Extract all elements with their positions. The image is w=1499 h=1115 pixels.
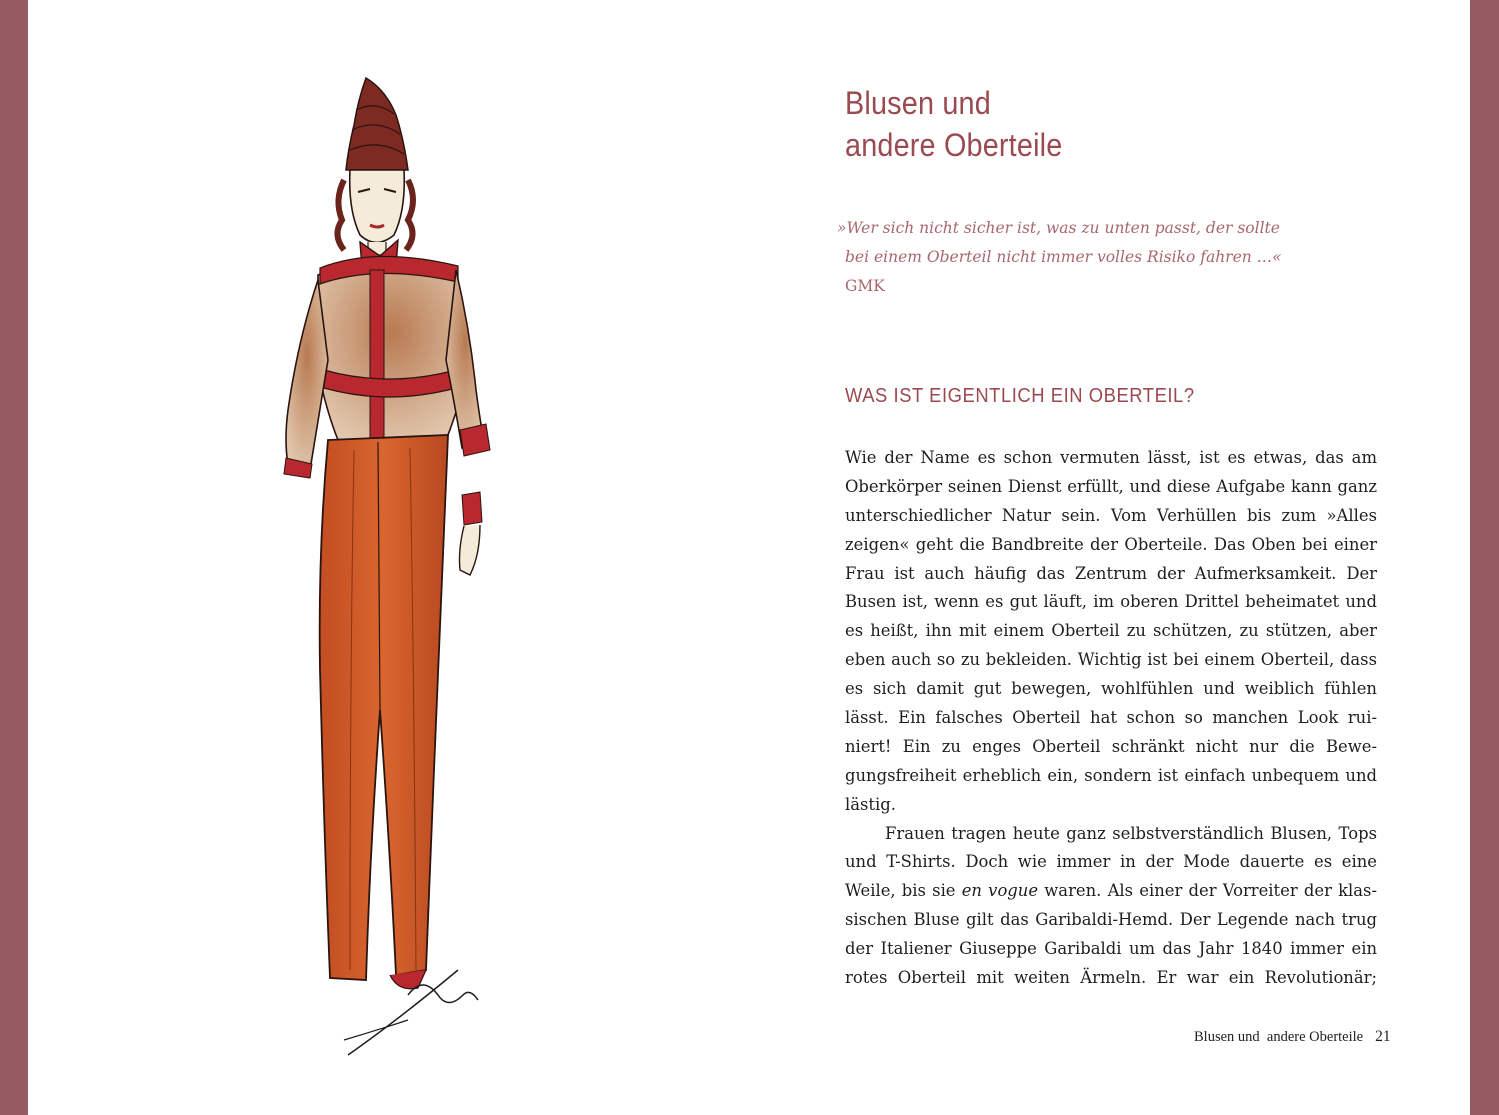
section-heading: WAS IST EIGENTLICH EIN OBERTEIL? xyxy=(845,385,1195,407)
body-line: lässt. Ein falsches Oberteil hat schon so manchen Look rui- xyxy=(845,708,1377,728)
body-line: zeigen« geht die Bandbreite der Oberteile. Das Oben bei einer xyxy=(845,534,1377,554)
body-line: sischen Bluse gilt das Garibaldi-Hemd. Der Legende nach trug xyxy=(845,910,1377,930)
body-line: rotes Oberteil mit weiten Ärmeln. Er war ein Revolutionär; xyxy=(845,968,1377,988)
epigraph-author: GMK xyxy=(845,277,885,295)
body-line: es heißt, ihn mit einem Oberteil zu schützen, zu stützen, aber xyxy=(845,621,1377,641)
body-line: eben auch so zu bekleiden. Wichtig ist bei einem Oberteil, dass xyxy=(845,650,1377,670)
epigraph-line-2: bei einem Oberteil nicht immer volles Risiko fahren …« xyxy=(845,248,1282,266)
page-footer xyxy=(1194,1028,1391,1046)
body-text xyxy=(845,444,1377,993)
chapter-title-line-1: Blusen und xyxy=(845,85,991,121)
body-line: der Italiener Giuseppe Garibaldi um das Jahr 1840 immer ein xyxy=(845,939,1377,959)
body-line: lästig. xyxy=(845,794,896,814)
chapter-title-line-2: andere Oberteile xyxy=(845,127,1063,163)
body-line: Wie der Name es schon vermuten lässt, ist es etwas, das am xyxy=(845,448,1377,467)
body-text-segment: Weile, bis sie xyxy=(845,881,962,901)
body-line: gungsfreiheit erheblich ein, sondern ist einfach unbequem und xyxy=(845,765,1377,785)
body-line: und T-Shirts. Doch wie immer in der Mode dauerte es eine xyxy=(845,852,1377,872)
hair-bun xyxy=(346,78,408,170)
italic-phrase: en vogue xyxy=(961,881,1039,901)
body-line: unterschiedlicher Natur sein. Vom Verhüllen bis zum »Alles xyxy=(845,505,1377,525)
body-line: Busen ist, wenn es gut läuft, im oberen Drittel beheimatet und xyxy=(845,592,1377,612)
chapter-title xyxy=(845,82,1313,166)
body-text-segment: waren. Als einer der Vorreiter der klas- xyxy=(1038,881,1378,901)
book-page-spread xyxy=(28,0,1470,1115)
body-line: Frau ist auch häufig das Zentrum der Aufmerksamkeit. Der xyxy=(845,563,1377,583)
body-line-with-italic xyxy=(845,877,1377,906)
fashion-sketch-illustration xyxy=(258,70,518,1070)
body-line: niert! Ein zu enges Oberteil schränkt nicht nur die Bewe- xyxy=(845,736,1377,756)
body-line: Frauen tragen heute ganz selbstverständlich Blusen, Tops xyxy=(885,823,1377,843)
epigraph-quote xyxy=(837,214,1377,301)
body-line: es sich damit gut bewegen, wohlfühlen und weiblich fühlen xyxy=(845,679,1377,699)
page-number: 21 xyxy=(1375,1028,1391,1045)
epigraph-line-1: »Wer sich nicht sicher ist, was zu unten passt, der sollte xyxy=(837,219,1280,237)
running-title: Blusen und andere Oberteile xyxy=(1194,1029,1364,1045)
body-line: Oberkörper seinen Dienst erfüllt, und diese Aufgabe kann ganz xyxy=(845,476,1377,496)
